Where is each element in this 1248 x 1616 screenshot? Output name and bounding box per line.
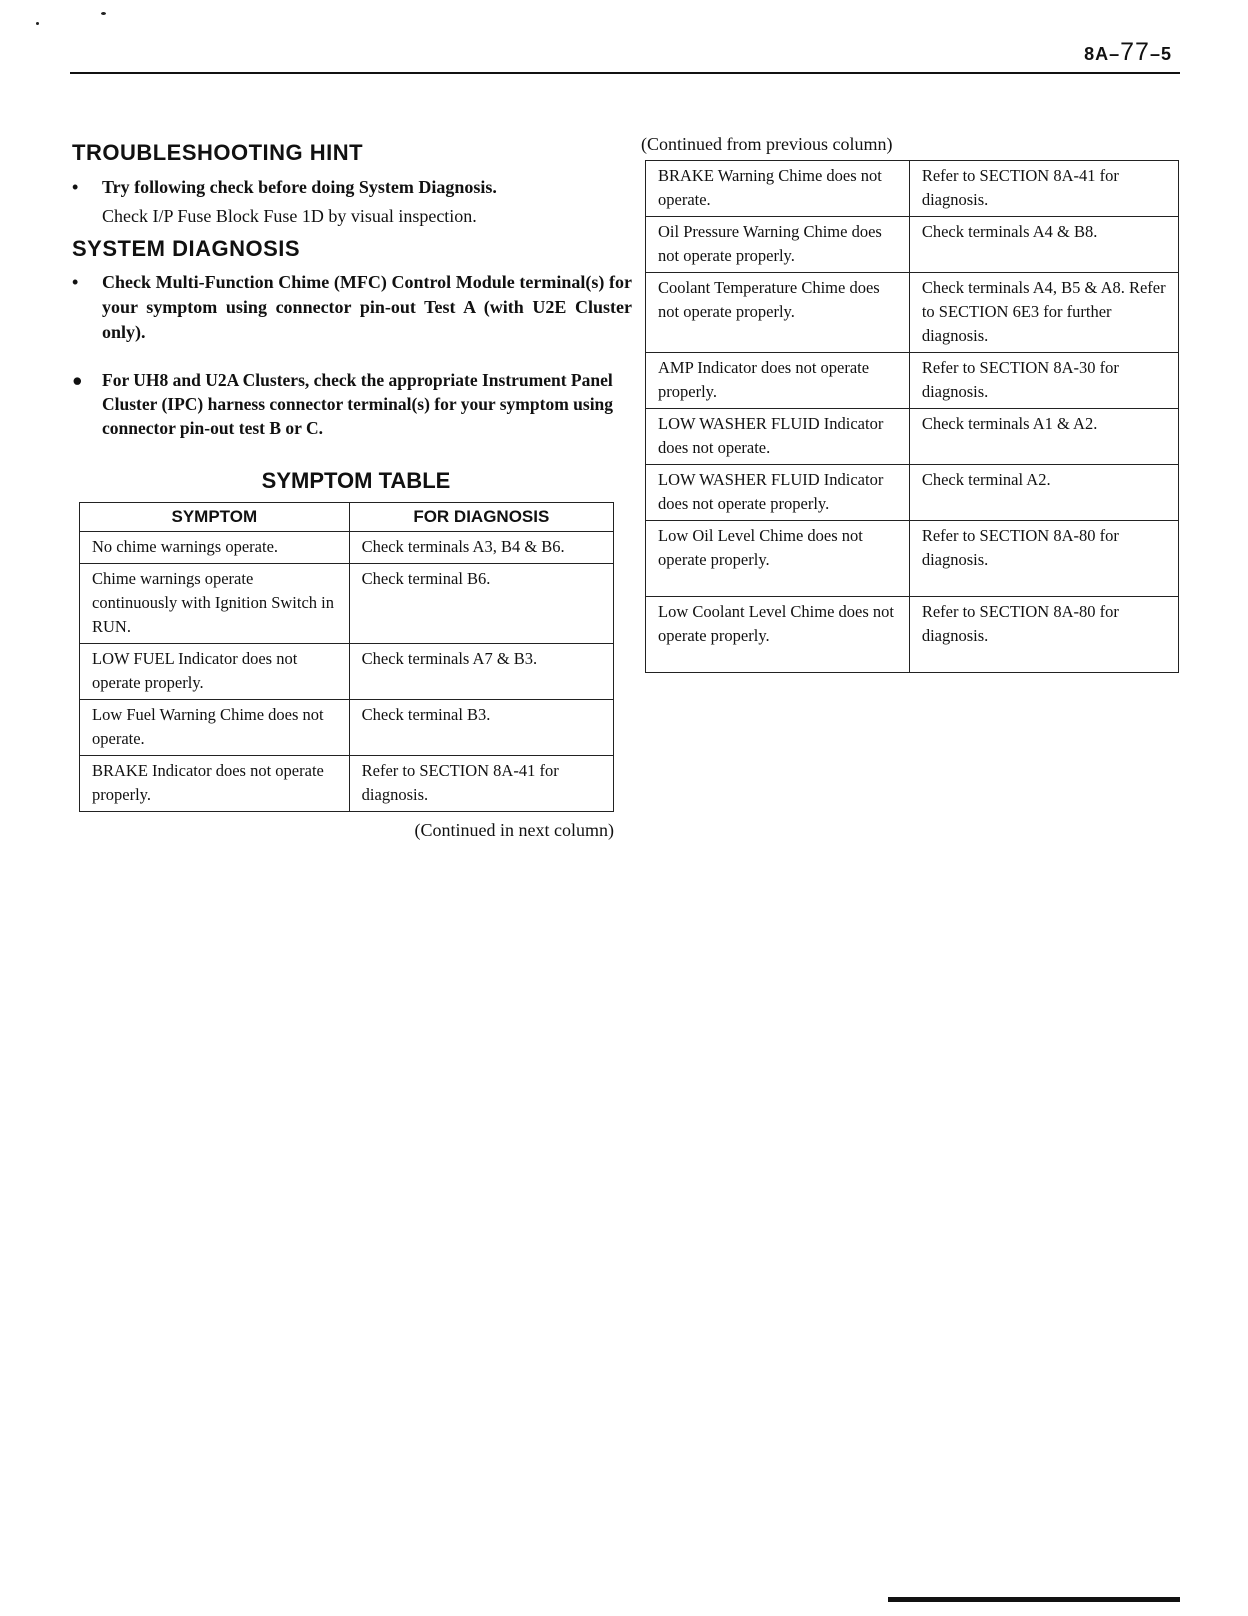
symptom-cell: No chime warnings operate.	[80, 532, 350, 564]
table-row	[646, 409, 1179, 465]
diagnosis-cell: Refer to SECTION 8A-80 for diagnosis.	[909, 597, 1178, 673]
diagnosis-cell: Check terminals A4 & B8.	[909, 217, 1178, 273]
bullet-marker: •	[72, 177, 79, 197]
symptom-cell: Coolant Temperature Chime does not operate properly.	[646, 273, 910, 353]
symptom-cell: Low Fuel Warning Chime does not operate.	[80, 700, 350, 756]
symptom-table-continued	[645, 160, 1179, 673]
scan-speck	[101, 12, 106, 15]
symptom-cell: Low Oil Level Chime does not operate properly.	[646, 521, 910, 597]
diagnosis-cell: Refer to SECTION 8A-41 for diagnosis.	[909, 161, 1178, 217]
page-number	[1084, 38, 1172, 67]
symptom-cell: LOW WASHER FLUID Indicator does not operate.	[646, 409, 910, 465]
right-column	[641, 134, 1179, 673]
diagnosis-cell: Refer to SECTION 8A-41 for diagnosis.	[349, 756, 613, 812]
troubleshooting-bullet-line2: Check I/P Fuse Block Fuse 1D by visual inspection.	[102, 206, 477, 226]
system-diagnosis-bullet-1-text: Check Multi-Function Chime (MFC) Control Module terminal(s) for your symptom using connector pin-out Test A (with U2E Cluster only).	[102, 272, 632, 342]
symptom-cell: LOW FUEL Indicator does not operate properly.	[80, 644, 350, 700]
page-number-prefix: 8A–	[1084, 44, 1121, 64]
symptom-cell: Chime warnings operate continuously with Ignition Switch in RUN.	[80, 564, 350, 644]
scan-speck	[36, 22, 39, 25]
left-column	[72, 140, 632, 841]
symptom-table	[79, 502, 614, 812]
symptom-table-header-row	[80, 503, 614, 532]
diagnosis-cell: Check terminals A4, B5 & A8. Refer to SECTION 6E3 for further diagnosis.	[909, 273, 1178, 353]
symptom-cell: Low Coolant Level Chime does not operate properly.	[646, 597, 910, 673]
symptom-cell: BRAKE Indicator does not operate properly.	[80, 756, 350, 812]
troubleshooting-bullet	[72, 175, 632, 229]
diagnosis-cell: Refer to SECTION 8A-30 for diagnosis.	[909, 353, 1178, 409]
table-row	[80, 700, 614, 756]
page-number-main: 77	[1120, 38, 1150, 66]
table-row	[80, 532, 614, 564]
bottom-edge-rule	[888, 1597, 1180, 1602]
continued-from-previous-column: (Continued from previous column)	[641, 134, 893, 154]
table-row	[646, 273, 1179, 353]
header-rule	[70, 72, 1180, 74]
diagnosis-cell: Check terminals A7 & B3.	[349, 644, 613, 700]
diagnosis-cell: Check terminal B6.	[349, 564, 613, 644]
page-number-suffix: –5	[1149, 44, 1172, 64]
diagnosis-cell: Check terminal B3.	[349, 700, 613, 756]
symptom-table-title: SYMPTOM TABLE	[261, 468, 451, 493]
diagnosis-cell: Check terminal A2.	[909, 465, 1178, 521]
troubleshooting-bullet-line1: Try following check before doing System Diagnosis.	[102, 177, 497, 197]
diagnosis-cell: Check terminals A3, B4 & B6.	[349, 532, 613, 564]
continued-in-next-column: (Continued in next column)	[414, 820, 614, 840]
table-row	[646, 521, 1179, 597]
table-row	[80, 564, 614, 644]
system-diagnosis-bullet-1	[72, 270, 632, 345]
symptom-table-wrapper	[79, 502, 614, 841]
table-row	[80, 644, 614, 700]
system-diagnosis-heading: SYSTEM DIAGNOSIS	[72, 236, 301, 261]
diagnosis-column-header: FOR DIAGNOSIS	[349, 503, 613, 532]
diagnosis-cell: Refer to SECTION 8A-80 for diagnosis.	[909, 521, 1178, 597]
system-diagnosis-bullet-2	[72, 368, 632, 440]
symptom-column-header: SYMPTOM	[80, 503, 350, 532]
symptom-cell: Oil Pressure Warning Chime does not operate properly.	[646, 217, 910, 273]
table-row	[80, 756, 614, 812]
table-row	[646, 597, 1179, 673]
system-diagnosis-bullet-2-text: For UH8 and U2A Clusters, check the appropriate Instrument Panel Cluster (IPC) harness connector terminal(s) for your symptom using connector pin-out test B or C.	[102, 370, 614, 438]
table-row	[646, 161, 1179, 217]
symptom-cell: BRAKE Warning Chime does not operate.	[646, 161, 910, 217]
troubleshooting-heading: TROUBLESHOOTING HINT	[72, 140, 364, 165]
table-row	[646, 465, 1179, 521]
bullet-marker: •	[72, 272, 79, 292]
symptom-cell: AMP Indicator does not operate properly.	[646, 353, 910, 409]
table-row	[646, 217, 1179, 273]
symptom-cell: LOW WASHER FLUID Indicator does not operate properly.	[646, 465, 910, 521]
table-row	[646, 353, 1179, 409]
bullet-marker: ●	[72, 370, 83, 390]
diagnosis-cell: Check terminals A1 & A2.	[909, 409, 1178, 465]
